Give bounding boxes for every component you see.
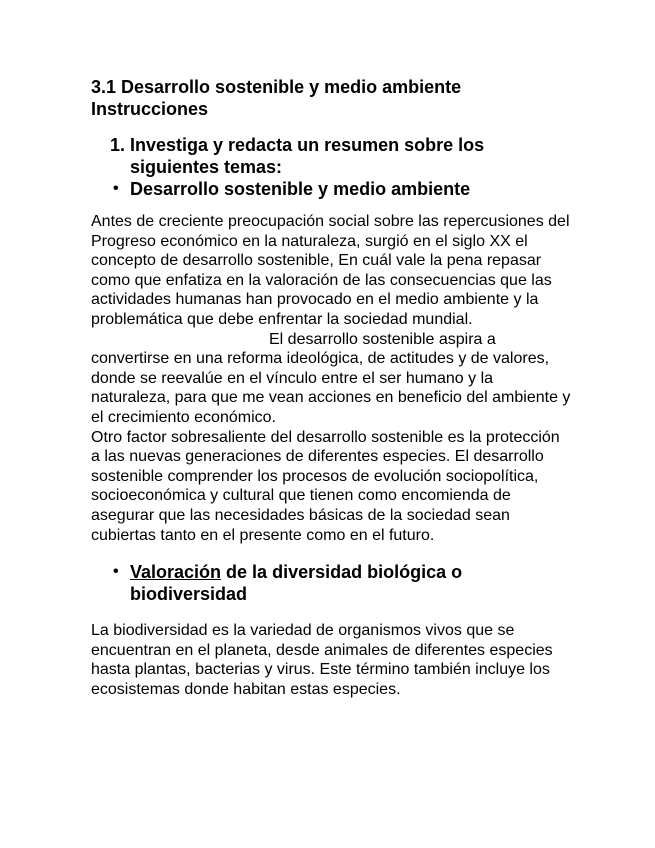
- bullet-icon: •: [113, 180, 119, 197]
- list-number: 1.: [110, 135, 126, 155]
- bullet-list-item-biodiversity: [91, 561, 571, 605]
- document-subtitle: Instrucciones: [91, 99, 209, 119]
- document-title: 3.1 Desarrollo sostenible y medio ambiente: [91, 77, 462, 97]
- bullet-icon: •: [113, 563, 119, 581]
- numbered-item-text: Investiga y redacta un resumen sobre los siguientes temas:: [130, 135, 485, 177]
- bullet-list-item: [91, 178, 571, 200]
- paragraph-continuation: El desarrollo sostenible aspira a convertirse en una reforma ideológica, de actitudes y de valores, donde se reevalúe en el vínculo entre el ser humano y la naturaleza, para que me vean acciones en beneficio del ambiente y el crecimiento económico.: [91, 330, 571, 426]
- bullet-item-text: de la diversidad biológica o biodiversidad: [130, 562, 463, 605]
- paragraph-sustainable-development: [91, 212, 571, 428]
- numbered-list-item: [91, 134, 571, 178]
- document-page: [91, 76, 571, 699]
- paragraph-biodiversity: La biodiversidad es la variedad de organismos vivos que se encuentran en el planeta, desde animales de diferentes especies hasta plantas, bacterias y virus. Este término también incluye los ecosistemas donde habitan estas especies.: [91, 622, 553, 698]
- paragraph-other-factor: Otro factor sobresaliente del desarrollo sostenible es la protección a las nuevas generaciones de diferentes especies. El desarrollo sostenible comprender los procesos de evolución sociopolítica, socioeconómica y cultural que tienen como encomienda de asegurar que las necesidades básicas de la sociedad sean cubiertas tanto en el presente como en el futuro.: [91, 428, 560, 544]
- bullet-item-text: Desarrollo sostenible y medio ambiente: [130, 179, 471, 199]
- underlined-word: Valoración: [130, 562, 222, 583]
- paragraph-text: Antes de creciente preocupación social sobre las repercusiones del Progreso económico en la naturaleza, surgió en el siglo XX el concepto de desarrollo sostenible, En cuál vale la pena repasar como que enfatiza en la valoración de las consecuencias que las actividades humanas han provocado en el medio ambiente y la problemática que debe enfrentar la sociedad mundial.: [91, 213, 570, 328]
